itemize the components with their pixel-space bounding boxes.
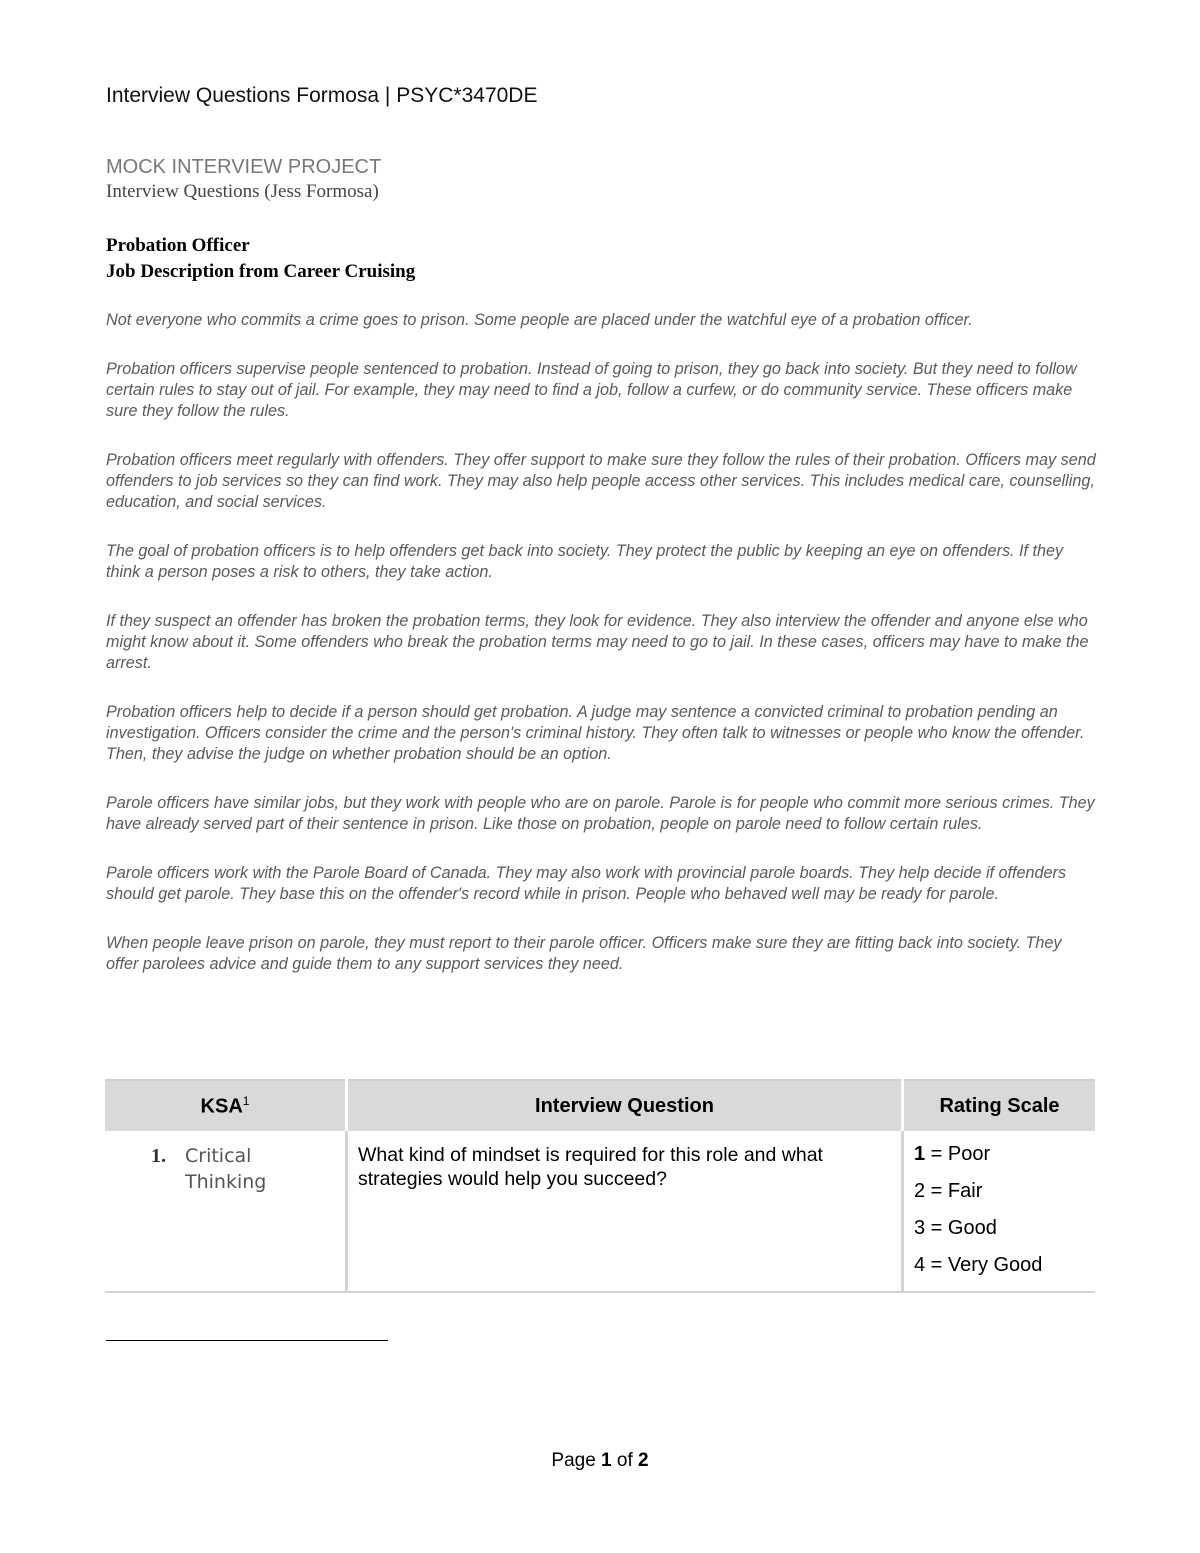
description-paragraph: When people leave prison on parole, they must report to their parole officer. Officers make sure they are fitting back into society. They offer parolees advice and guide them to any support services they need. xyxy=(106,934,1062,973)
footnote-ref: 1 xyxy=(242,1093,250,1108)
description-paragraph: Probation officers help to decide if a person should get probation. A judge may sentence a convicted criminal to probation pending an investigation. Officers consider the crime and the person's criminal history. They often talk to witnesses or people who know the offender. Then, they advise the judge on whether probation should be an option. xyxy=(106,703,1085,763)
page-footer: Page 1 of 2 xyxy=(551,1450,649,1471)
project-subtitle: Interview Questions (Jess Formosa) xyxy=(106,181,379,202)
interview-table xyxy=(105,1079,1095,1293)
interview-question: What kind of mindset is required for this role and what strategies would help you succeed? xyxy=(358,1144,823,1190)
table-row xyxy=(105,1131,1095,1292)
table-header-row xyxy=(105,1080,1095,1131)
ksa-header: KSA$^1$ xyxy=(105,1080,347,1131)
description-paragraph: The goal of probation officers is to help offenders get back into society. They protect the public by keeping an eye on offenders. If they think a person poses a risk to others, they take action. xyxy=(106,542,1064,581)
description-paragraph: Parole officers have similar jobs, but they work with people who are on parole. Parole is for people who commit more serious crimes. They have already served part of their sentence in prison. Like those on probation, people on parole need to follow certain rules. xyxy=(106,794,1095,833)
question-cell xyxy=(347,1131,903,1292)
rating-scale-header: Rating Scale xyxy=(903,1080,1096,1131)
description-paragraph: Not everyone who commits a crime goes to prison. Some people are placed under the watchful eye of a probation officer. xyxy=(106,311,973,329)
description-paragraph: Probation officers supervise people sentenced to probation. Instead of going to prison, they go back into society. But they need to follow certain rules to stay out of jail. For example, they may need to find a job, follow a curfew, or do community service. These officers make sure they follow the rules. xyxy=(106,360,1077,420)
rating-option: 4 = Very Good xyxy=(914,1254,1043,1276)
ksa-name: Critical Thinking xyxy=(185,1145,267,1193)
job-title: Probation Officer xyxy=(106,235,250,256)
job-description-source: Job Description from Career Cruising xyxy=(106,261,416,282)
description-paragraph: Parole officers work with the Parole Board of Canada. They may also work with provincial parole boards. They help decide if offenders should get parole. They base this on the offender's record while in prison. People who behaved well may be ready for parole. xyxy=(106,864,1067,903)
rating-scale-list xyxy=(904,1131,1095,1291)
question-header: Interview Question xyxy=(347,1080,903,1131)
total-pages: 2 xyxy=(638,1450,649,1471)
ksa-number: 1. xyxy=(151,1145,166,1167)
rating-option: 2 = Fair xyxy=(914,1180,983,1202)
running-header: Interview Questions Formosa | PSYC*3470DE xyxy=(106,84,538,107)
job-heading xyxy=(106,233,415,285)
ksa-cell xyxy=(105,1131,347,1292)
rating-scale-cell xyxy=(903,1131,1096,1292)
description-paragraph: Probation officers meet regularly with offenders. They offer support to make sure they follow the rules of their probation. Officers may send offenders to job services so they can find work. They may also help people access other services. This includes medical care, counselling, education, and social services. xyxy=(106,451,1096,511)
project-title: MOCK INTERVIEW PROJECT xyxy=(106,156,382,178)
current-page: 1 xyxy=(601,1450,612,1471)
rating-option: 3 = Good xyxy=(914,1217,997,1239)
description-paragraph: If they suspect an offender has broken the probation terms, they look for evidence. They also interview the offender and anyone else who might know about it. Some offenders who break the probation terms may need to go to jail. In these cases, officers may have to make the arrest. xyxy=(106,612,1089,672)
job-description xyxy=(106,310,1096,1003)
rating-option: 1 = Poor xyxy=(914,1143,991,1165)
footnote-separator xyxy=(106,1340,388,1341)
